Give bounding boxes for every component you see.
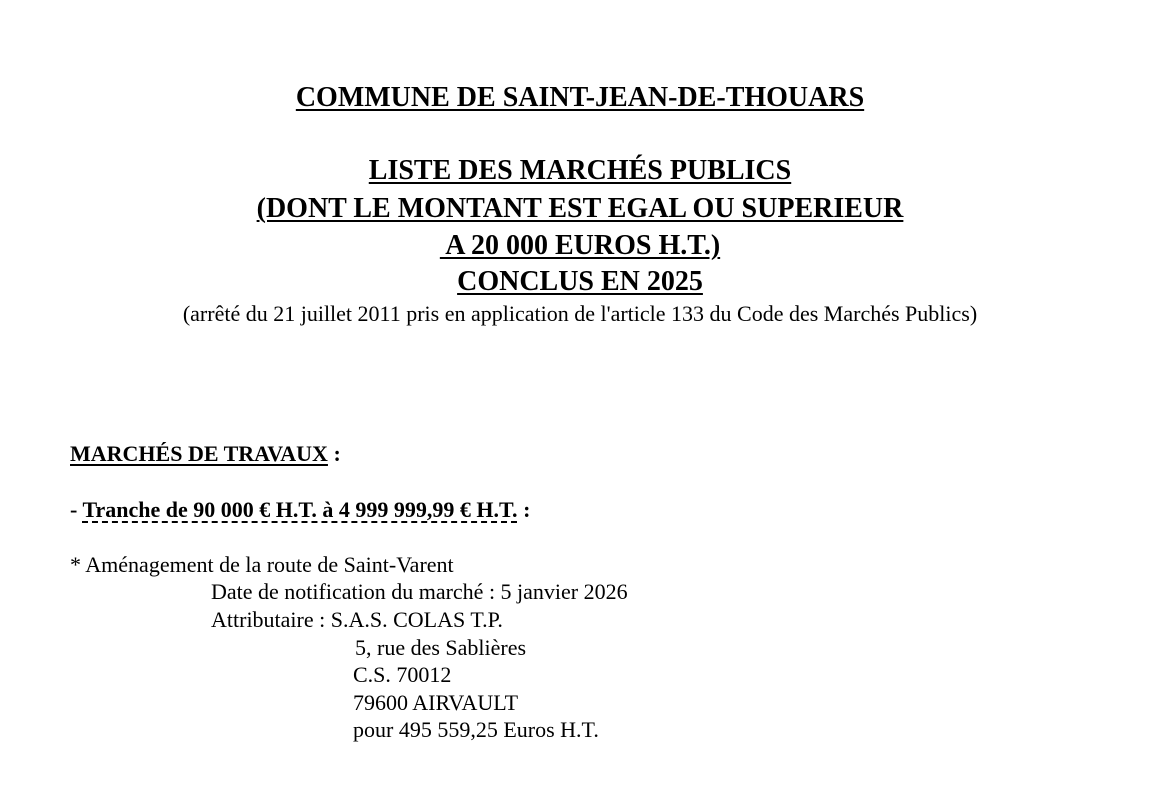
commune-title: COMMUNE DE SAINT-JEAN-DE-THOUARS [295,82,865,113]
contract-amount: pour 495 559,25 Euros H.T. [353,717,599,742]
section-heading-suffix: : [327,441,341,466]
list-title-line-2: (DONT LE MONTANT EST EGAL OU SUPERIEUR [256,193,904,224]
tranche-label: Tranche de 90 000 € H.T. à 4 999 999,99 € H.T. [82,497,518,522]
address-line-city: 79600 AIRVAULT [353,690,519,715]
section-heading-label: MARCHÉS DE TRAVAUX [70,441,328,466]
list-title-line-4: CONCLUS EN 2025 [457,266,703,297]
list-title-line-3: A 20 000 EUROS H.T.) [439,230,721,261]
tranche-suffix: : [517,497,531,522]
tranche-line [70,497,530,523]
notification-date: Date de notification du marché : 5 janvier 2026 [211,579,628,604]
address-line-cs: C.S. 70012 [353,662,452,687]
address-line-street: 5, rue des Sablières [355,635,527,660]
legal-reference-subtitle: (arrêté du 21 juillet 2011 pris en application de l'article 133 du Code des Marchés Publics) [182,301,978,326]
tranche-prefix: - [70,497,83,522]
list-title-line-1: LISTE DES MARCHÉS PUBLICS [368,155,792,186]
section-heading [70,441,341,467]
attributaire: Attributaire : S.A.S. COLAS T.P. [211,607,503,632]
contract-title: * Aménagement de la route de Saint-Varent [70,552,454,577]
